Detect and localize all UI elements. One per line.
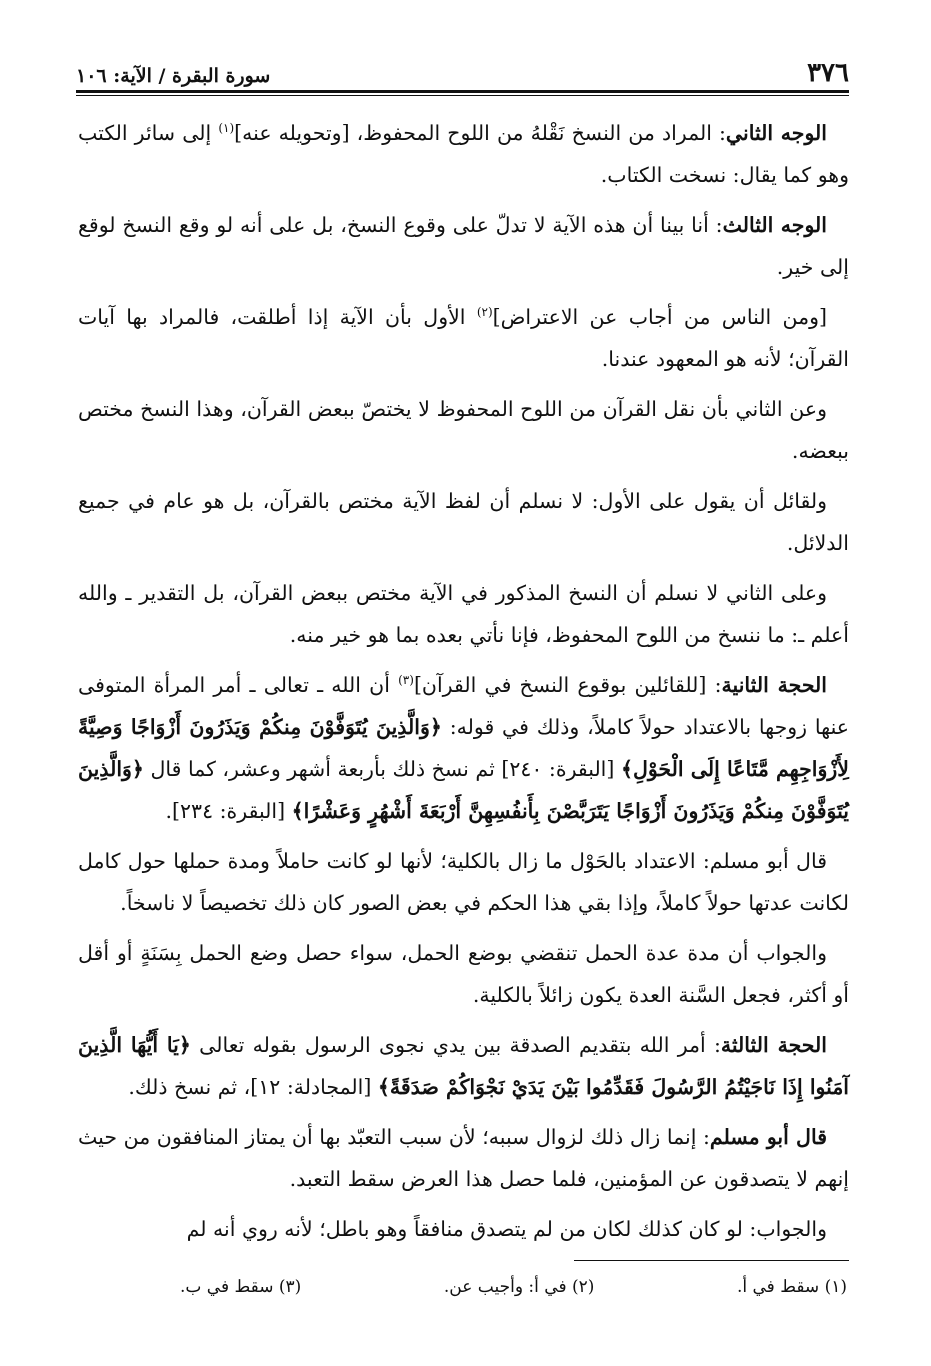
paragraph: قال أبو مسلم: إنما زال ذلك لزوال سببه؛ لأن سبب التعبّد بها أن يمتاز المنافقون من حيث إنهم لا يتصدقون عن المؤمنين، فلما حصل هذا العرض سقط التعبد. xyxy=(78,1125,849,1191)
footnote: (٢) في أ: وأجيب عن. xyxy=(443,1277,595,1297)
footnote: (١) سقط في أ. xyxy=(736,1277,847,1297)
body-text xyxy=(78,112,849,1258)
paragraph: وعلى الثاني لا نسلم أن النسخ المذكور في الآية مختص ببعض القرآن، بل التقدير ـ والله أعلم ـ: ما ننسخ من اللوح المحفوظ، فإنا نأتي بعده بما هو خير منه. xyxy=(78,581,849,647)
quran-verse: ﴿وَالَّذِينَ يُتَوَفَّوْنَ مِنكُمْ وَيَذَرُونَ أَزْوَاجًا يَتَرَبَّصْنَ بِأَنفُسِهِنَّ أَرْبَعَةَ أَشْهُرٍ وَعَشْرًا﴾ xyxy=(78,757,849,823)
paragraph: الوجه الثالث: أنا بينا أن هذه الآية لا تدلّ على وقوع النسخ، بل على أنه لو وقع النسخ لوقع إلى خير. xyxy=(78,213,849,279)
header-rule-thin xyxy=(76,95,849,96)
header-rule xyxy=(76,90,849,93)
paragraph: الحجة الثالثة: أمر الله بتقديم الصدقة بين يدي نجوى الرسول بقوله تعالى ﴿يَا أَيُّهَا الَّذِينَ آمَنُوا إِذَا نَاجَيْتُمُ الرَّسُولَ فَقَدِّمُوا بَيْنَ يَدَيْ نَجْوَاكُمْ صَدَقَةً﴾ [المجادلة: ١٢]، ثم نسخ ذلك. xyxy=(78,1033,849,1099)
footnotes xyxy=(180,1272,847,1302)
paragraph: والجواب أن مدة عدة الحمل تنقضي بوضع الحمل، سواء حصل وضع الحمل بِسَنَةٍ أو أقل أو أكثر، فجعل السَّنة العدة يكون زائلاً بالكلية. xyxy=(78,941,849,1007)
paragraph: والجواب: لو كان كذلك لكان من لم يتصدق منافقاً وهو باطل؛ لأنه روي أنه لم xyxy=(186,1217,827,1241)
footnote: (٣) سقط في ب. xyxy=(180,1277,302,1297)
paragraph: [ومن الناس من أجاب عن الاعتراض]$^{(٢)}$ الأول بأن الآية إذا أطلقت، فالمراد بها آيات القرآن؛ لأنه هو المعهود عندنا. xyxy=(78,305,849,371)
paragraph: وعن الثاني بأن نقل القرآن من اللوح المحفوظ لا يختصّ ببعض القرآن، وهذا النسخ مختص ببعضه. xyxy=(78,397,849,463)
quran-verse: ﴿وَالَّذِينَ يُتَوَفَّوْنَ مِنكُمْ وَيَذَرُونَ أَزْوَاجًا وَصِيَّةً لِأَزْوَاجِهِم مَّتَاعًا إِلَى الْحَوْلِ﴾ xyxy=(78,715,849,781)
paragraph: قال أبو مسلم: الاعتداد بالحَوْل ما زال بالكلية؛ لأنها لو كانت حاملاً ومدة حملها حول كامل لكانت عدتها حولاً كاملاً، وإذا بقي هذا الحكم في بعض الصور كان ذلك تخصيصاً لا ناسخاً. xyxy=(78,849,849,915)
paragraph: الوجه الثاني: المراد من النسخ نَقْلهُ من اللوح المحفوظ، [وتحويله عنه]$^{(١)}$ إلى سائر الكتب وهو كما يقال: نسخت الكتاب. xyxy=(78,121,849,187)
page-number: ٣٧٦ xyxy=(807,58,849,88)
footnote-rule xyxy=(574,1260,849,1261)
paragraph: ولقائل أن يقول على الأول: لا نسلم أن لفظ الآية مختص بالقرآن، بل هو عام في جميع الدلائل. xyxy=(78,489,849,555)
quran-verse: ﴿يَا أَيُّهَا الَّذِينَ آمَنُوا إِذَا نَاجَيْتُمُ الرَّسُولَ فَقَدِّمُوا بَيْنَ يَدَيْ نَجْوَاكُمْ صَدَقَةً﴾ xyxy=(78,1033,849,1099)
page-header xyxy=(76,46,849,86)
paragraph: الحجة الثانية: [للقائلين بوقوع النسخ في القرآن]$^{(٣)}$ أن الله ـ تعالى ـ أمر المرأة المتوفى عنها زوجها بالاعتداد حولاً كاملاً، وذلك في قوله: ﴿وَالَّذِينَ يُتَوَفَّوْنَ مِنكُمْ وَيَذَرُونَ أَزْوَاجًا وَصِيَّةً لِأَزْوَاجِهِم مَّتَاعًا إِلَى الْحَوْلِ﴾ [البقرة: ٢٤٠] ثم نسخ ذلك بأربعة أشهر وعشر، كما قال ﴿وَالَّذِينَ يُتَوَفَّوْنَ مِنكُمْ وَيَذَرُونَ أَزْوَاجًا يَتَرَبَّصْنَ بِأَنفُسِهِنَّ أَرْبَعَةَ أَشْهُرٍ وَعَشْرًا﴾ [البقرة: ٢٣٤]. xyxy=(78,673,849,823)
running-title: سورة البقرة / الآية: ١٠٦ xyxy=(76,65,271,87)
